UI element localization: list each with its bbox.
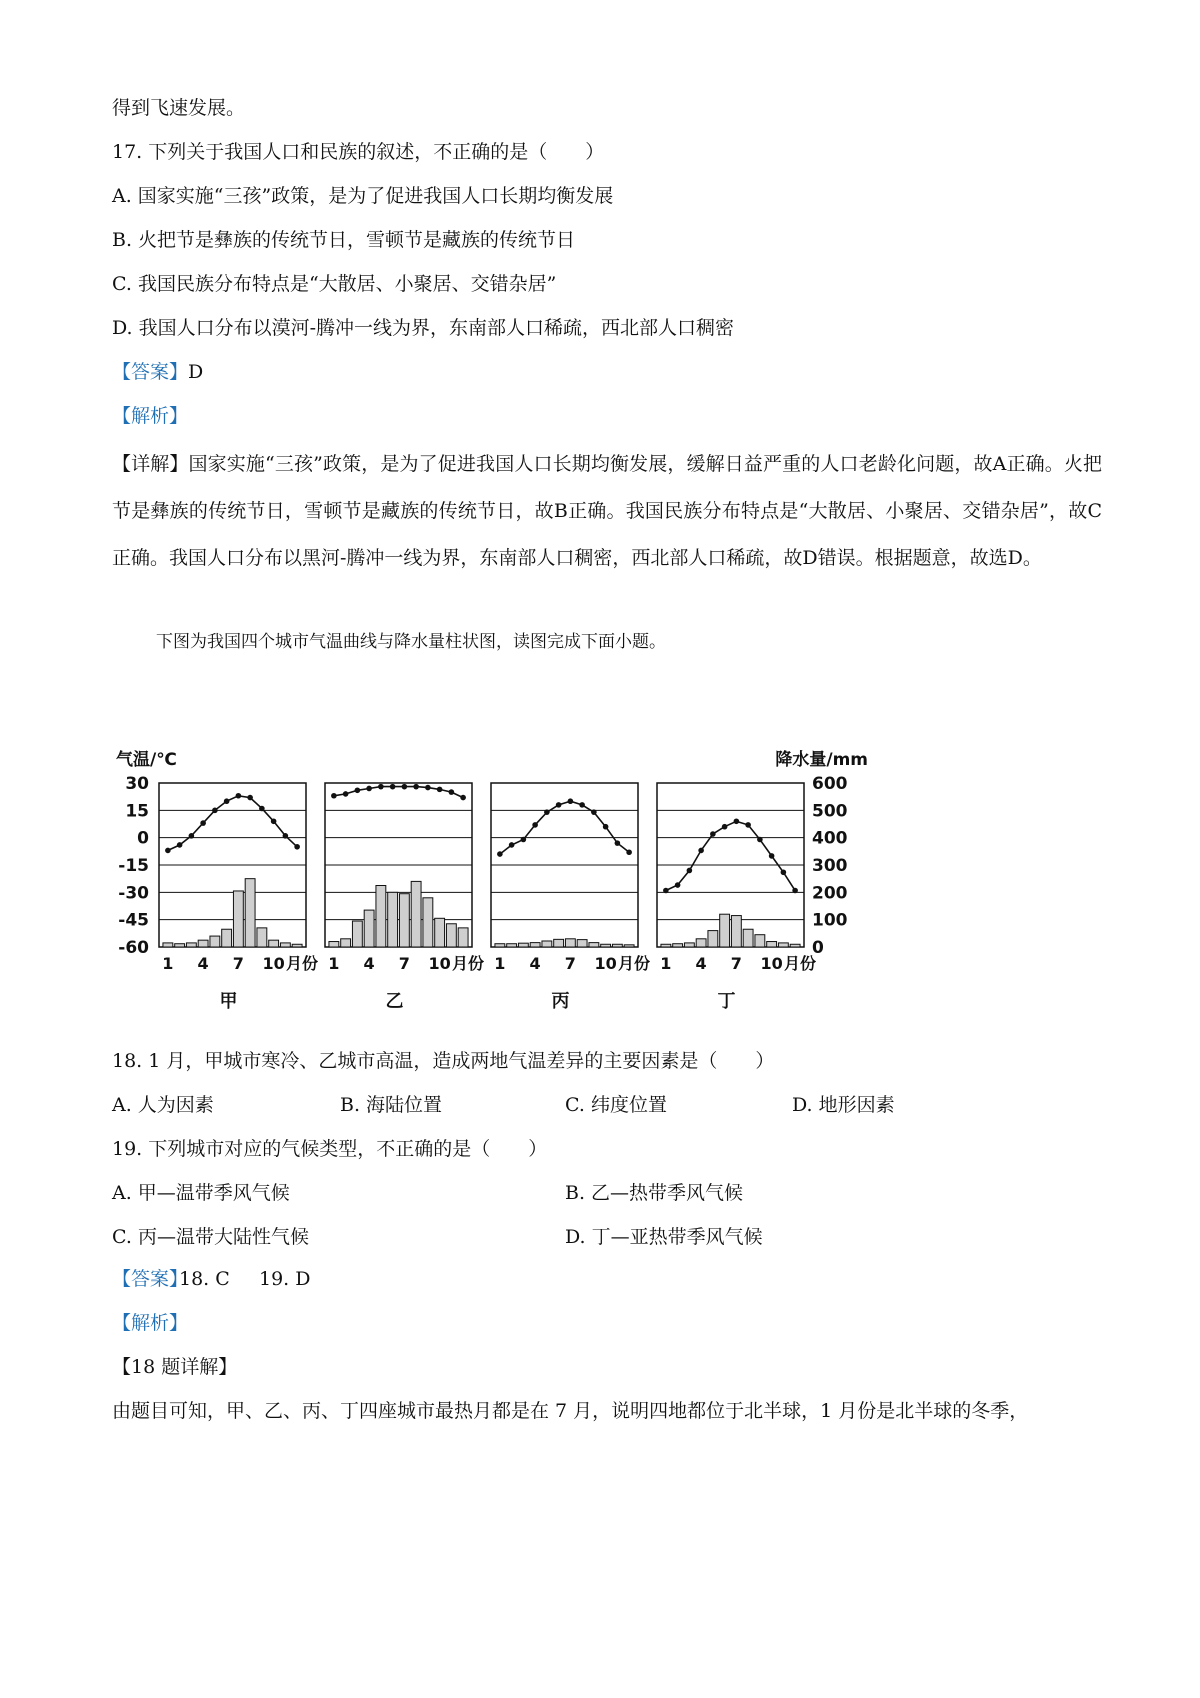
temp-point xyxy=(568,798,574,804)
answer-tag: 【答案】 xyxy=(112,361,189,383)
temp-point xyxy=(236,793,242,799)
temp-point xyxy=(745,822,751,828)
precip-bar xyxy=(186,943,196,947)
precip-bar xyxy=(399,894,409,947)
precip-bar xyxy=(624,945,634,947)
temp-point xyxy=(165,848,171,854)
precip-bar xyxy=(257,928,267,947)
precip-tick-label: 200 xyxy=(812,883,848,904)
x-tick-label: 7 xyxy=(564,954,576,973)
x-unit-label: 月份 xyxy=(783,954,817,973)
precip-bar xyxy=(341,939,351,947)
temp-point xyxy=(521,837,527,843)
analysis-tag-2: 【解析】 xyxy=(112,1312,189,1334)
q17-option-a: A. 国家实施“三孩”政策，是为了促进我国人口长期均衡发展 xyxy=(112,185,614,207)
x-tick-label: 1 xyxy=(162,954,174,973)
precip-bar xyxy=(435,918,445,947)
x-tick-label: 1 xyxy=(494,954,506,973)
chart-intro: 下图为我国四个城市气温曲线与降水量柱状图，读图完成下面小题。 xyxy=(156,632,666,652)
q17-stem: 17. 下列关于我国人口和民族的叙述，不正确的是（ ） xyxy=(112,141,605,163)
temp-point xyxy=(675,882,681,888)
temp-point xyxy=(698,848,704,854)
temp-point xyxy=(390,784,396,790)
temp-line xyxy=(168,796,297,851)
q19-option-d: D. 丁—亚热带季风气候 xyxy=(565,1226,763,1248)
q17-analysis-tag: 【解析】 xyxy=(112,405,189,427)
precip-bar xyxy=(222,929,232,947)
answer-19: 19. D xyxy=(259,1268,311,1290)
precip-bar xyxy=(245,879,255,947)
answer-value: D xyxy=(188,361,204,383)
q18-detail-tag: 【18 题详解】 xyxy=(112,1356,238,1378)
temp-axis-label: 气温/℃ xyxy=(116,750,177,770)
x-tick-label: 10 xyxy=(428,954,451,973)
precip-bar xyxy=(708,931,718,947)
precip-bar xyxy=(269,940,279,947)
precip-tick-label: 600 xyxy=(812,774,848,794)
x-unit-label: 月份 xyxy=(285,954,319,973)
temp-point xyxy=(366,786,372,792)
x-tick-label: 10 xyxy=(262,954,285,973)
detail-tag: 【详解】 xyxy=(112,453,189,475)
panel-name: 乙 xyxy=(385,991,404,1012)
q18-option-c: C. 纬度位置 xyxy=(565,1094,667,1116)
precip-bar xyxy=(542,941,552,947)
temp-point xyxy=(544,809,550,815)
temp-point xyxy=(378,784,384,790)
x-tick-label: 7 xyxy=(730,954,742,973)
precip-tick-label: 0 xyxy=(812,938,824,958)
temp-point xyxy=(449,789,455,795)
q18-option-b: B. 海陆位置 xyxy=(340,1094,443,1116)
precip-bar xyxy=(198,940,208,947)
temp-tick-label: -15 xyxy=(118,856,149,876)
precip-bar xyxy=(684,943,694,947)
temp-tick-label: 15 xyxy=(125,801,149,822)
panel-name: 丙 xyxy=(551,991,570,1012)
detail-text: 国家实施“三孩”政策，是为了促进我国人口长期均衡发展，缓解日益严重的人口老龄化问题，故A正确。火把节是彝族的传统节日，雪顿节是藏族的传统节日，故B正确。我国民族分布特点是“大散居、小聚居、交错杂居”，故C正确。我国人口分布以黑河-腾冲一线为界，东南部人口稠密，西北部人口稀疏，故D错误。根据题意，故选D。 xyxy=(112,453,1102,569)
precip-bar xyxy=(755,935,765,947)
temp-point xyxy=(757,837,763,843)
precip-bar xyxy=(163,943,173,947)
q18-option-a: A. 人为因素 xyxy=(112,1094,214,1116)
temp-point xyxy=(615,840,621,846)
precip-bar xyxy=(565,939,575,947)
temp-point xyxy=(212,808,218,814)
continuation-line: 得到飞速发展。 xyxy=(112,97,246,119)
answers-18-19 xyxy=(112,1267,1112,1291)
x-tick-label: 4 xyxy=(363,954,375,973)
panel-name: 丁 xyxy=(717,991,736,1012)
x-tick-label: 4 xyxy=(695,954,707,973)
precip-bar xyxy=(790,944,800,947)
temp-line xyxy=(334,787,463,798)
temp-tick-label: 0 xyxy=(137,828,149,849)
precip-bar xyxy=(329,942,339,947)
x-tick-label: 7 xyxy=(232,954,244,973)
temp-point xyxy=(710,831,716,837)
precip-bar xyxy=(778,943,788,947)
precip-bar xyxy=(577,940,587,947)
q18-options xyxy=(112,1093,1112,1117)
temp-point xyxy=(200,820,206,826)
q17-answer xyxy=(112,360,203,384)
temp-point xyxy=(331,793,337,799)
x-tick-label: 4 xyxy=(197,954,209,973)
precip-bar xyxy=(292,944,302,947)
precip-bar xyxy=(612,944,622,947)
precip-bar xyxy=(720,914,730,947)
temp-point xyxy=(687,868,693,874)
precip-bar xyxy=(589,943,599,947)
temp-point xyxy=(271,818,277,824)
precip-bar xyxy=(423,898,433,947)
temp-point xyxy=(224,798,230,804)
temp-line xyxy=(500,801,629,854)
temp-point xyxy=(663,888,669,894)
precip-tick-label: 400 xyxy=(812,828,848,849)
temp-point xyxy=(591,809,597,815)
q17-option-d: D. 我国人口分布以漠河-腾冲一线为界，东南部人口稀疏，西北部人口稠密 xyxy=(112,317,735,339)
temp-point xyxy=(626,849,632,855)
climate-chart xyxy=(112,735,872,1035)
q17-detail xyxy=(112,441,1102,582)
temp-tick-label: -60 xyxy=(118,938,149,958)
temp-point xyxy=(355,787,361,793)
temp-point xyxy=(402,784,408,790)
q18-option-d: D. 地形因素 xyxy=(792,1094,895,1116)
answer-18: 18. C xyxy=(179,1268,230,1290)
temp-point xyxy=(781,869,787,875)
precip-bar xyxy=(518,943,528,947)
temp-point xyxy=(460,795,466,801)
temp-point xyxy=(259,806,265,812)
x-tick-label: 10 xyxy=(594,954,617,973)
temp-point xyxy=(413,784,419,790)
x-tick-label: 1 xyxy=(660,954,672,973)
q17-option-b: B. 火把节是彝族的传统节日，雪顿节是藏族的传统节日 xyxy=(112,229,576,251)
precip-bar xyxy=(495,944,505,947)
temp-point xyxy=(343,791,349,797)
temp-point xyxy=(294,844,300,850)
temp-line xyxy=(666,821,795,890)
x-tick-label: 1 xyxy=(328,954,340,973)
x-tick-label: 7 xyxy=(398,954,410,973)
precip-bar xyxy=(458,928,468,947)
temp-point xyxy=(497,851,503,857)
x-tick-label: 4 xyxy=(529,954,541,973)
precip-bar xyxy=(731,916,741,947)
temp-point xyxy=(189,833,195,839)
precip-bar xyxy=(175,944,185,947)
temp-point xyxy=(579,802,585,808)
x-unit-label: 月份 xyxy=(617,954,651,973)
precip-bar xyxy=(601,944,611,947)
answers-tag: 【答案】 xyxy=(112,1268,189,1290)
precip-bar xyxy=(554,939,564,947)
temp-point xyxy=(247,795,253,801)
precip-bar xyxy=(743,929,753,947)
temp-point xyxy=(734,818,740,824)
temp-tick-label: 30 xyxy=(125,774,149,794)
temp-point xyxy=(603,824,609,830)
temp-point xyxy=(509,842,515,848)
precip-bar xyxy=(364,910,374,947)
q19-option-a: A. 甲—温带季风气候 xyxy=(112,1182,290,1204)
temp-point xyxy=(532,822,538,828)
precip-bar xyxy=(661,944,671,947)
precip-tick-label: 100 xyxy=(812,910,848,931)
temp-tick-label: -45 xyxy=(118,910,149,931)
precip-bar xyxy=(233,891,243,947)
temp-point xyxy=(556,802,562,808)
precip-bar xyxy=(352,921,362,947)
temp-point xyxy=(437,787,443,793)
temp-point xyxy=(769,853,775,859)
x-unit-label: 月份 xyxy=(451,954,485,973)
temp-point xyxy=(283,833,289,839)
temp-point xyxy=(722,824,728,830)
precip-axis-label: 降水量/mm xyxy=(775,750,868,770)
precip-bar xyxy=(376,886,386,948)
precip-bar xyxy=(507,944,517,947)
precip-bar xyxy=(411,881,421,947)
q19-options-row2 xyxy=(112,1225,1112,1249)
precip-bar xyxy=(210,936,220,947)
q18-stem: 18. 1 月，甲城市寒冷、乙城市高温，造成两地气温差异的主要因素是（ ） xyxy=(112,1050,775,1072)
q19-stem: 19. 下列城市对应的气候类型，不正确的是（ ） xyxy=(112,1138,548,1160)
precip-bar xyxy=(388,892,398,947)
precip-bar xyxy=(530,943,540,947)
temp-tick-label: -30 xyxy=(118,883,149,904)
temp-point xyxy=(177,842,183,848)
q17-option-c: C. 我国民族分布特点是“大散居、小聚居、交错杂居” xyxy=(112,273,557,295)
precip-bar xyxy=(446,924,456,947)
precip-bar xyxy=(280,943,290,947)
q18-detail-text: 由题目可知，甲、乙、丙、丁四座城市最热月都是在 7 月，说明四地都位于北半球，1 月份是北半球的冬季， xyxy=(112,1400,1029,1422)
precip-bar xyxy=(767,942,777,947)
precip-bar xyxy=(696,939,706,947)
precip-tick-label: 500 xyxy=(812,801,848,822)
precip-tick-label: 300 xyxy=(812,856,848,876)
q19-options-row1 xyxy=(112,1181,1112,1205)
q19-option-c: C. 丙—温带大陆性气候 xyxy=(112,1226,309,1248)
temp-point xyxy=(792,888,798,894)
panel-name: 甲 xyxy=(219,991,238,1012)
temp-point xyxy=(425,785,431,791)
precip-bar xyxy=(673,944,683,947)
q19-option-b: B. 乙—热带季风气候 xyxy=(565,1182,744,1204)
x-tick-label: 10 xyxy=(760,954,783,973)
